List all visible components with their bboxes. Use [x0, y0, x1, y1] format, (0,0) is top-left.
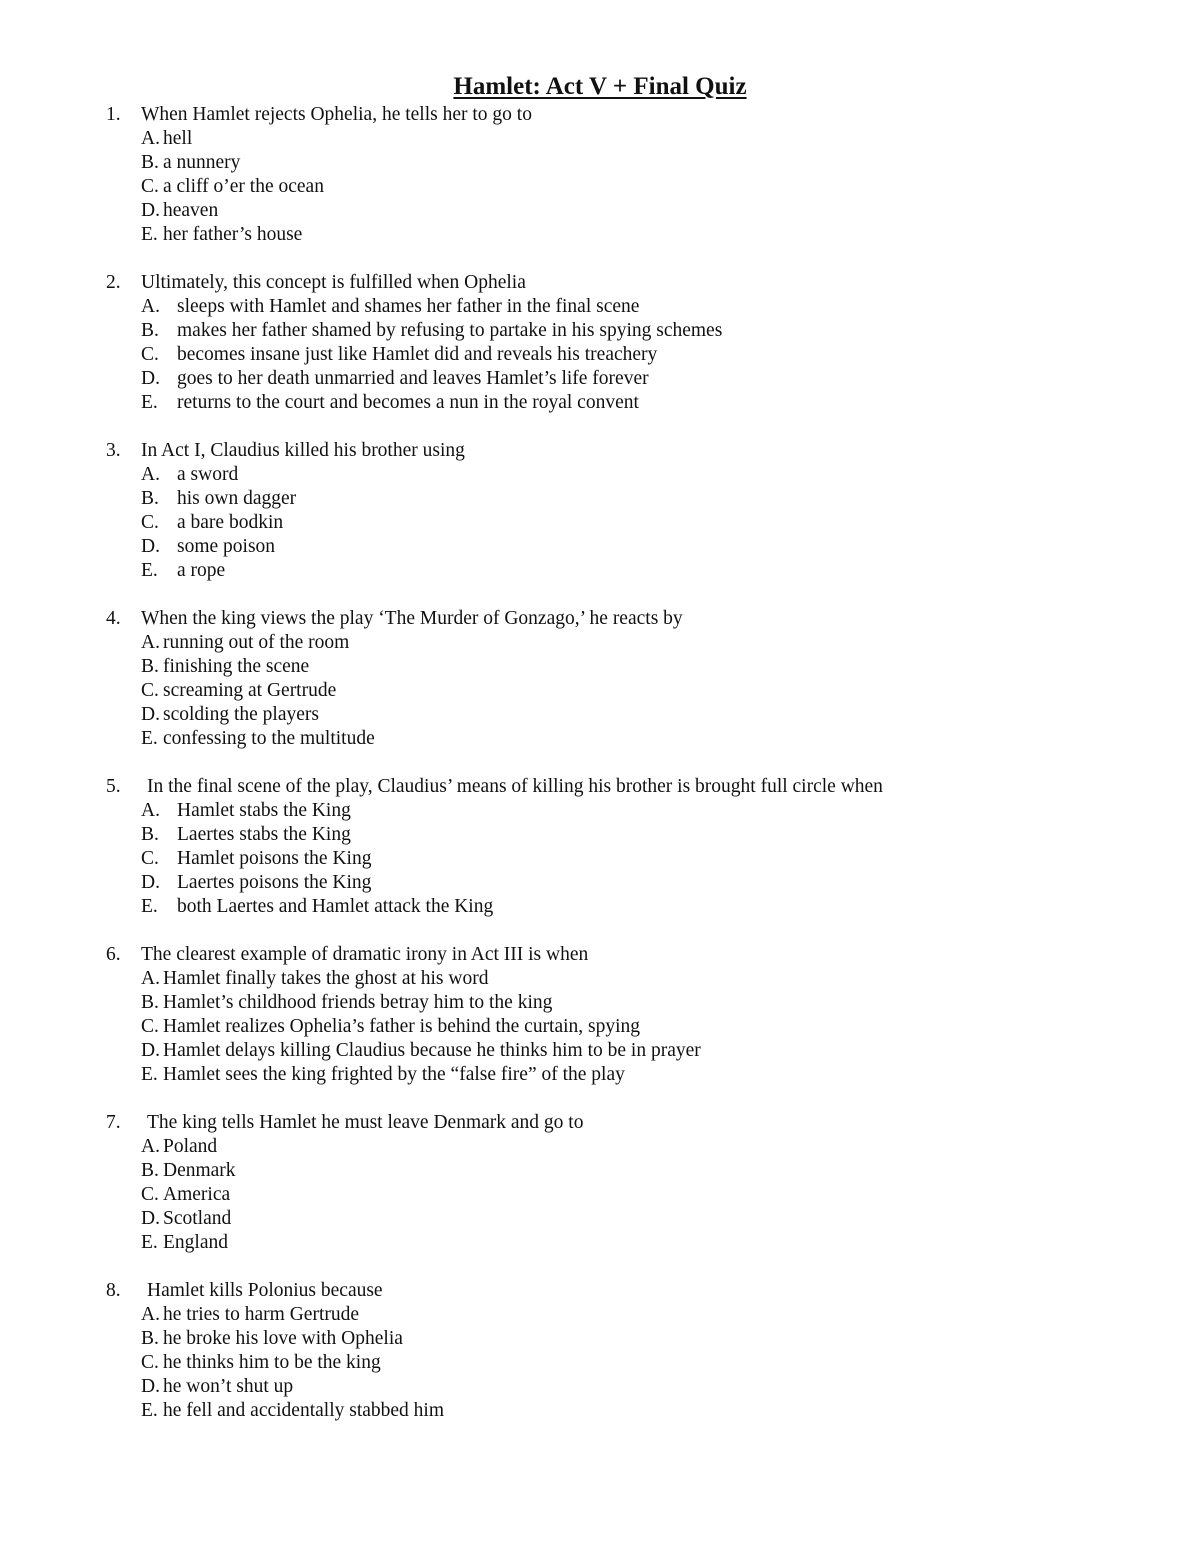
answer-option-b	[0, 823, 1200, 847]
option-letter: C.	[141, 680, 159, 701]
option-text: Laertes stabs the King	[177, 824, 351, 845]
option-text: becomes insane just like Hamlet did and reveals his treachery	[177, 344, 658, 365]
answer-option-e	[0, 727, 1200, 751]
option-text: he fell and accidentally stabbed him	[163, 1400, 445, 1421]
question-number: 8.	[106, 1280, 121, 1301]
option-letter: E.	[141, 560, 158, 581]
option-letter: A.	[141, 1304, 160, 1325]
option-text: confessing to the multitude	[163, 728, 375, 749]
option-letter: C.	[141, 1352, 159, 1373]
answer-option-a	[0, 295, 1200, 319]
option-letter: E.	[141, 1400, 158, 1421]
question-4	[0, 607, 1200, 751]
option-text: he thinks him to be the king	[163, 1352, 381, 1373]
option-text: Hamlet stabs the King	[177, 800, 351, 821]
answer-option-a	[0, 631, 1200, 655]
answer-option-d	[0, 871, 1200, 895]
answer-option-b	[0, 319, 1200, 343]
option-letter: C.	[141, 848, 159, 869]
option-text: Laertes poisons the King	[177, 872, 372, 893]
option-letter: A.	[141, 800, 160, 821]
option-text: some poison	[177, 536, 276, 557]
answer-option-d	[0, 535, 1200, 559]
option-text: Poland	[163, 1136, 218, 1157]
question-7	[0, 1111, 1200, 1255]
option-text: hell	[163, 128, 193, 149]
option-text: her father’s house	[163, 224, 303, 245]
option-text: Hamlet sees the king frighted by the “false fire” of the play	[163, 1064, 625, 1085]
option-letter: D.	[141, 1040, 160, 1061]
question-number: 4.	[106, 608, 121, 629]
option-text: scolding the players	[163, 704, 319, 725]
option-letter: C.	[141, 1184, 159, 1205]
option-letter: B.	[141, 992, 159, 1013]
answer-option-e	[0, 391, 1200, 415]
question-text: In Act I, Claudius killed his brother using	[141, 440, 465, 461]
option-letter: E.	[141, 1232, 158, 1253]
question-number: 2.	[106, 272, 121, 293]
option-letter: B.	[141, 824, 159, 845]
option-text: a sword	[177, 464, 239, 485]
option-text: a rope	[177, 560, 226, 581]
question-1	[0, 103, 1200, 247]
answer-option-c	[0, 1183, 1200, 1207]
option-letter: C.	[141, 344, 159, 365]
answer-option-c	[0, 679, 1200, 703]
answer-option-a	[0, 1303, 1200, 1327]
option-text: returns to the court and becomes a nun in the royal convent	[177, 392, 639, 413]
option-text: screaming at Gertrude	[163, 680, 337, 701]
option-letter: D.	[141, 368, 160, 389]
answer-option-b	[0, 991, 1200, 1015]
answer-option-d	[0, 1039, 1200, 1063]
option-letter: D.	[141, 872, 160, 893]
option-letter: C.	[141, 1016, 159, 1037]
option-letter: B.	[141, 656, 159, 677]
answer-option-d	[0, 199, 1200, 223]
option-text: a bare bodkin	[177, 512, 284, 533]
answer-option-d	[0, 1375, 1200, 1399]
answer-option-d	[0, 703, 1200, 727]
option-letter: E.	[141, 224, 158, 245]
option-letter: C.	[141, 176, 159, 197]
option-letter: A.	[141, 464, 160, 485]
question-number: 6.	[106, 944, 121, 965]
question-2	[0, 271, 1200, 415]
option-text: his own dagger	[177, 488, 297, 509]
answer-option-c	[0, 175, 1200, 199]
option-letter: A.	[141, 296, 160, 317]
answer-option-a	[0, 967, 1200, 991]
question-text: When Hamlet rejects Ophelia, he tells her to go to	[141, 104, 532, 125]
question-text: The king tells Hamlet he must leave Denmark and go to	[147, 1112, 584, 1133]
answer-option-c	[0, 847, 1200, 871]
answer-option-a	[0, 463, 1200, 487]
answer-option-c	[0, 1015, 1200, 1039]
answer-option-d	[0, 367, 1200, 391]
option-text: sleeps with Hamlet and shames her father in the final scene	[177, 296, 640, 317]
option-text: a cliff o’er the ocean	[163, 176, 324, 197]
option-text: running out of the room	[163, 632, 350, 653]
option-letter: A.	[141, 1136, 160, 1157]
option-text: Hamlet’s childhood friends betray him to the king	[163, 992, 553, 1013]
option-letter: C.	[141, 512, 159, 533]
option-letter: E.	[141, 1064, 158, 1085]
answer-option-a	[0, 1135, 1200, 1159]
answer-option-b	[0, 487, 1200, 511]
answer-option-a	[0, 127, 1200, 151]
option-letter: B.	[141, 1328, 159, 1349]
option-letter: E.	[141, 728, 158, 749]
question-number: 1.	[106, 104, 121, 125]
option-text: he broke his love with Ophelia	[163, 1328, 403, 1349]
answer-option-e	[0, 1399, 1200, 1423]
answer-option-e	[0, 1063, 1200, 1087]
option-text: both Laertes and Hamlet attack the King	[177, 896, 494, 917]
question-number: 7.	[106, 1112, 121, 1133]
answer-option-c	[0, 511, 1200, 535]
answer-option-e	[0, 1231, 1200, 1255]
option-text: England	[163, 1232, 228, 1253]
option-letter: B.	[141, 320, 159, 341]
answer-option-b	[0, 1327, 1200, 1351]
option-letter: A.	[141, 968, 160, 989]
option-letter: B.	[141, 152, 159, 173]
question-text: Hamlet kills Polonius because	[147, 1280, 383, 1301]
answer-option-c	[0, 1351, 1200, 1375]
question-8	[0, 1279, 1200, 1423]
answer-option-d	[0, 1207, 1200, 1231]
option-letter: D.	[141, 1208, 160, 1229]
option-text: America	[163, 1184, 231, 1205]
question-3	[0, 439, 1200, 583]
option-text: he won’t shut up	[163, 1376, 294, 1397]
option-text: Hamlet poisons the King	[177, 848, 372, 869]
option-text: he tries to harm Gertrude	[163, 1304, 360, 1325]
question-6	[0, 943, 1200, 1087]
option-text: finishing the scene	[163, 656, 310, 677]
question-text: When the king views the play ‘The Murder of Gonzago,’ he reacts by	[141, 608, 683, 629]
question-text: In the final scene of the play, Claudius’ means of killing his brother is brought full circle when	[147, 776, 883, 797]
option-letter: B.	[141, 1160, 159, 1181]
answer-option-c	[0, 343, 1200, 367]
question-text: Ultimately, this concept is fulfilled when Ophelia	[141, 272, 526, 293]
option-letter: D.	[141, 1376, 160, 1397]
answer-option-a	[0, 799, 1200, 823]
answer-option-e	[0, 895, 1200, 919]
option-letter: D.	[141, 704, 160, 725]
answer-option-b	[0, 151, 1200, 175]
question-5	[0, 775, 1200, 919]
question-number: 5.	[106, 776, 121, 797]
answer-option-b	[0, 655, 1200, 679]
option-text: makes her father shamed by refusing to partake in his spying schemes	[177, 320, 723, 341]
question-list	[0, 103, 1200, 1447]
option-text: Hamlet realizes Ophelia’s father is behind the curtain, spying	[163, 1016, 641, 1037]
option-letter: D.	[141, 536, 160, 557]
answer-option-b	[0, 1159, 1200, 1183]
option-letter: B.	[141, 488, 159, 509]
page-title: Hamlet: Act V + Final Quiz	[453, 73, 747, 100]
option-text: a nunnery	[163, 152, 241, 173]
option-text: Scotland	[163, 1208, 232, 1229]
option-text: Denmark	[163, 1160, 236, 1181]
option-text: Hamlet delays killing Claudius because he thinks him to be in prayer	[163, 1040, 701, 1061]
option-letter: D.	[141, 200, 160, 221]
option-letter: E.	[141, 392, 158, 413]
question-text: The clearest example of dramatic irony in Act III is when	[141, 944, 589, 965]
option-text: Hamlet finally takes the ghost at his word	[163, 968, 489, 989]
option-letter: E.	[141, 896, 158, 917]
option-text: heaven	[163, 200, 219, 221]
answer-option-e	[0, 559, 1200, 583]
option-text: goes to her death unmarried and leaves Hamlet’s life forever	[177, 368, 649, 389]
option-letter: A.	[141, 128, 160, 149]
question-number: 3.	[106, 440, 121, 461]
option-letter: A.	[141, 632, 160, 653]
answer-option-e	[0, 223, 1200, 247]
